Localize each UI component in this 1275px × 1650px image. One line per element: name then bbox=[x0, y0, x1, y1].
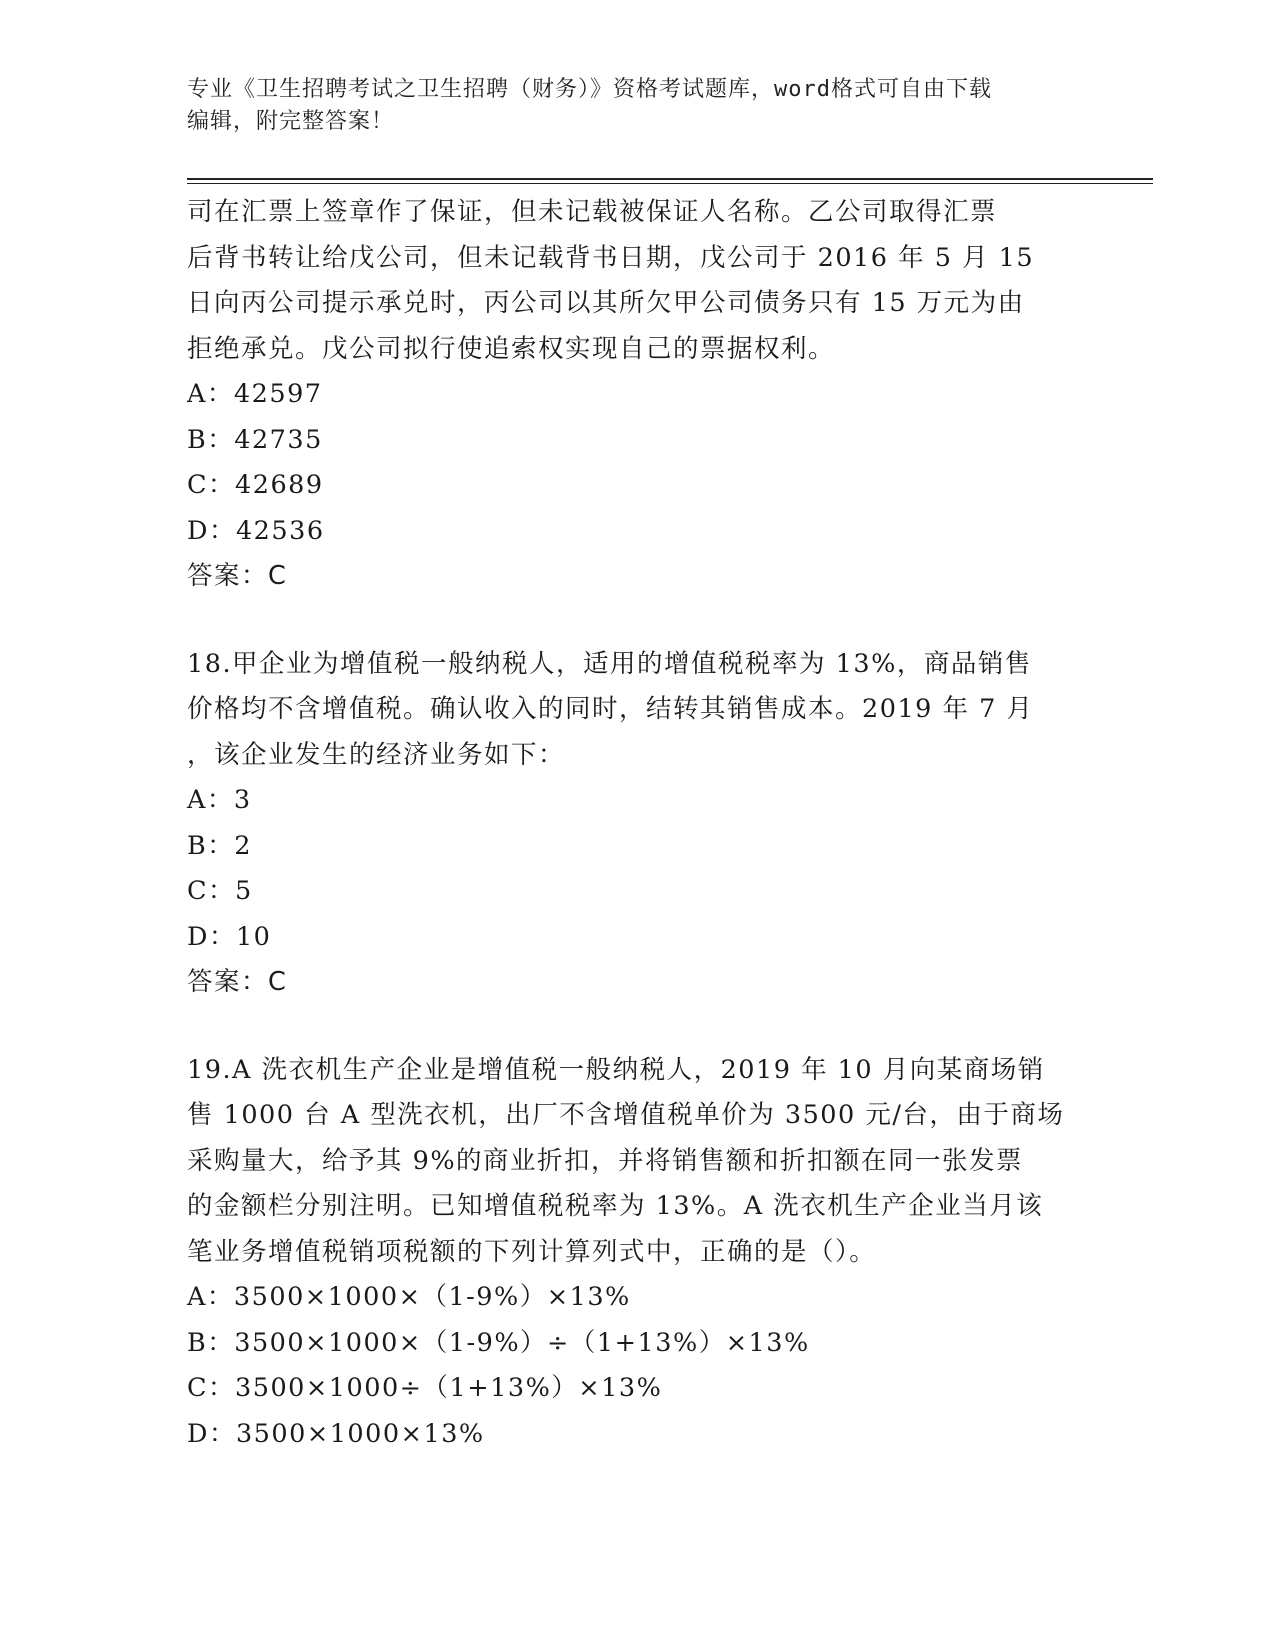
header-line-2: 编辑，附完整答案！ bbox=[187, 109, 395, 134]
option-b: B：42735 bbox=[187, 424, 323, 455]
answer: 答案：C bbox=[187, 967, 288, 997]
question-text-line: 拒绝承兑。戊公司拟行使追索权实现自己的票据权利。 bbox=[187, 333, 836, 364]
question-text-line: 售 1000 台 A 型洗衣机，出厂不含增值税单价为 3500 元/台，由于商场 bbox=[187, 1100, 1065, 1130]
option-a: A：3500×1000×（1-9%）×13% bbox=[187, 1282, 631, 1312]
question-18 bbox=[187, 642, 1067, 1006]
option-b: B：3500×1000×（1-9%）÷（1+13%）×13% bbox=[187, 1327, 810, 1358]
question-text-line: 司在汇票上签章作了保证，但未记载被保证人名称。乙公司取得汇票 bbox=[187, 197, 998, 227]
header-divider-thin bbox=[187, 183, 1153, 184]
option-d: D：42536 bbox=[187, 515, 325, 546]
question-text-line: 18.甲企业为增值税一般纳税人，适用的增值税税率为 13%，商品销售 bbox=[187, 648, 1032, 679]
option-a: A：42597 bbox=[187, 379, 323, 409]
question-text-line: 日向丙公司提示承兑时，丙公司以其所欠甲公司债务只有 15 万元为由 bbox=[187, 288, 1025, 318]
question-19 bbox=[187, 1048, 1067, 1458]
option-c: C：5 bbox=[187, 876, 253, 906]
question-content bbox=[187, 190, 1067, 1457]
question-text-line: 价格均不含增值税。确认收入的同时，结转其销售成本。2019 年 7 月 bbox=[187, 694, 1034, 724]
option-c: C：3500×1000÷（1+13%）×13% bbox=[187, 1373, 663, 1403]
option-a: A：3 bbox=[187, 785, 252, 815]
question-text-line: ，该企业发生的经济业务如下： bbox=[187, 739, 566, 770]
option-d: D：10 bbox=[187, 921, 272, 952]
question-text-line: 后背书转让给戊公司，但未记载背书日期，戊公司于 2016 年 5 月 15 bbox=[187, 242, 1035, 273]
question-text-line: 19.A 洗衣机生产企业是增值税一般纳税人，2019 年 10 月向某商场销 bbox=[187, 1054, 1045, 1085]
header-divider bbox=[187, 178, 1153, 180]
page-header bbox=[187, 74, 1087, 138]
question-17 bbox=[187, 190, 1067, 600]
option-b: B：2 bbox=[187, 830, 252, 861]
answer: 答案：C bbox=[187, 561, 288, 591]
header-line-1: 专业《卫生招聘考试之卫生招聘（财务）》资格考试题库，word格式可自由下载 bbox=[187, 77, 992, 102]
question-text-line: 的金额栏分别注明。已知增值税税率为 13%。A 洗衣机生产企业当月该 bbox=[187, 1191, 1044, 1221]
option-c: C：42689 bbox=[187, 470, 324, 500]
option-d: D：3500×1000×13% bbox=[187, 1418, 485, 1449]
question-text-line: 笔业务增值税销项税额的下列计算列式中，正确的是（）。 bbox=[187, 1236, 877, 1267]
question-text-line: 采购量大，给予其 9%的商业折扣，并将销售额和折扣额在同一张发票 bbox=[187, 1145, 1024, 1176]
